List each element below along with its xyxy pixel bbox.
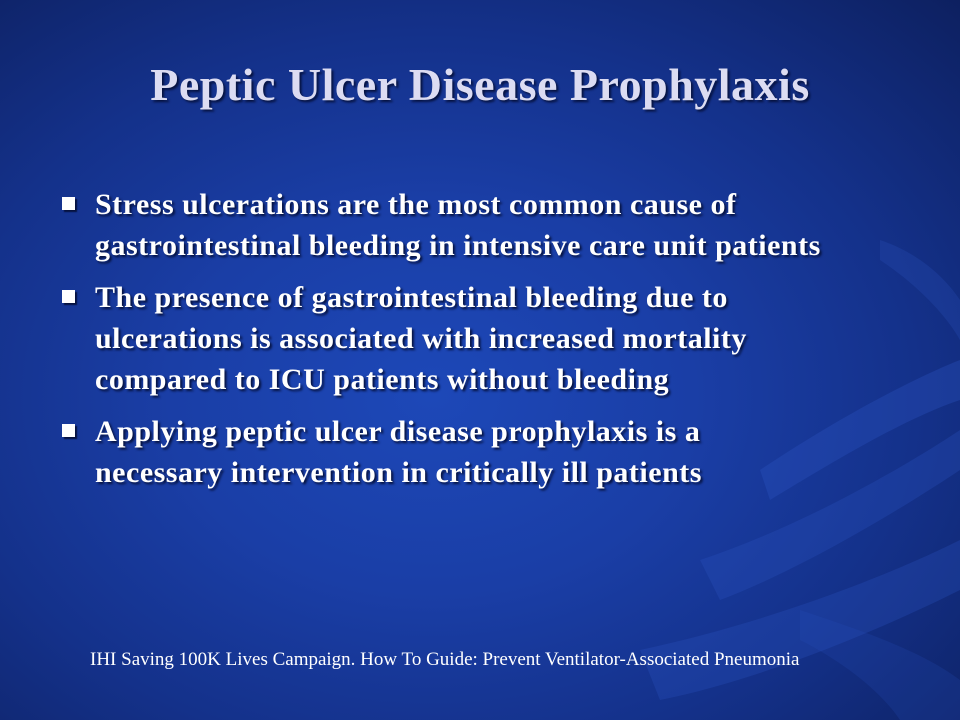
slide-title: Peptic Ulcer Disease Prophylaxis	[150, 59, 810, 110]
citation: IHI Saving 100K Lives Campaign. How To Guide: Prevent Ventilator-Associated Pneumonia	[90, 649, 800, 670]
bullet-text: The presence of gastrointestinal bleeding due to ulcerations is associated with increased mortality compared to ICU patients without bleeding	[95, 281, 747, 396]
square-bullet-icon	[62, 424, 75, 437]
bullet-text: Applying peptic ulcer disease prophylaxis is a necessary intervention in critically ill patients	[95, 415, 702, 489]
bullet-item	[62, 411, 822, 493]
square-bullet-icon	[62, 290, 75, 303]
square-bullet-icon	[62, 197, 75, 210]
bullet-list	[62, 184, 822, 504]
bullet-item	[62, 184, 822, 266]
bullet-text: Stress ulcerations are the most common cause of gastrointestinal bleeding in intensive care unit patients	[95, 188, 821, 262]
bullet-item	[62, 277, 822, 400]
